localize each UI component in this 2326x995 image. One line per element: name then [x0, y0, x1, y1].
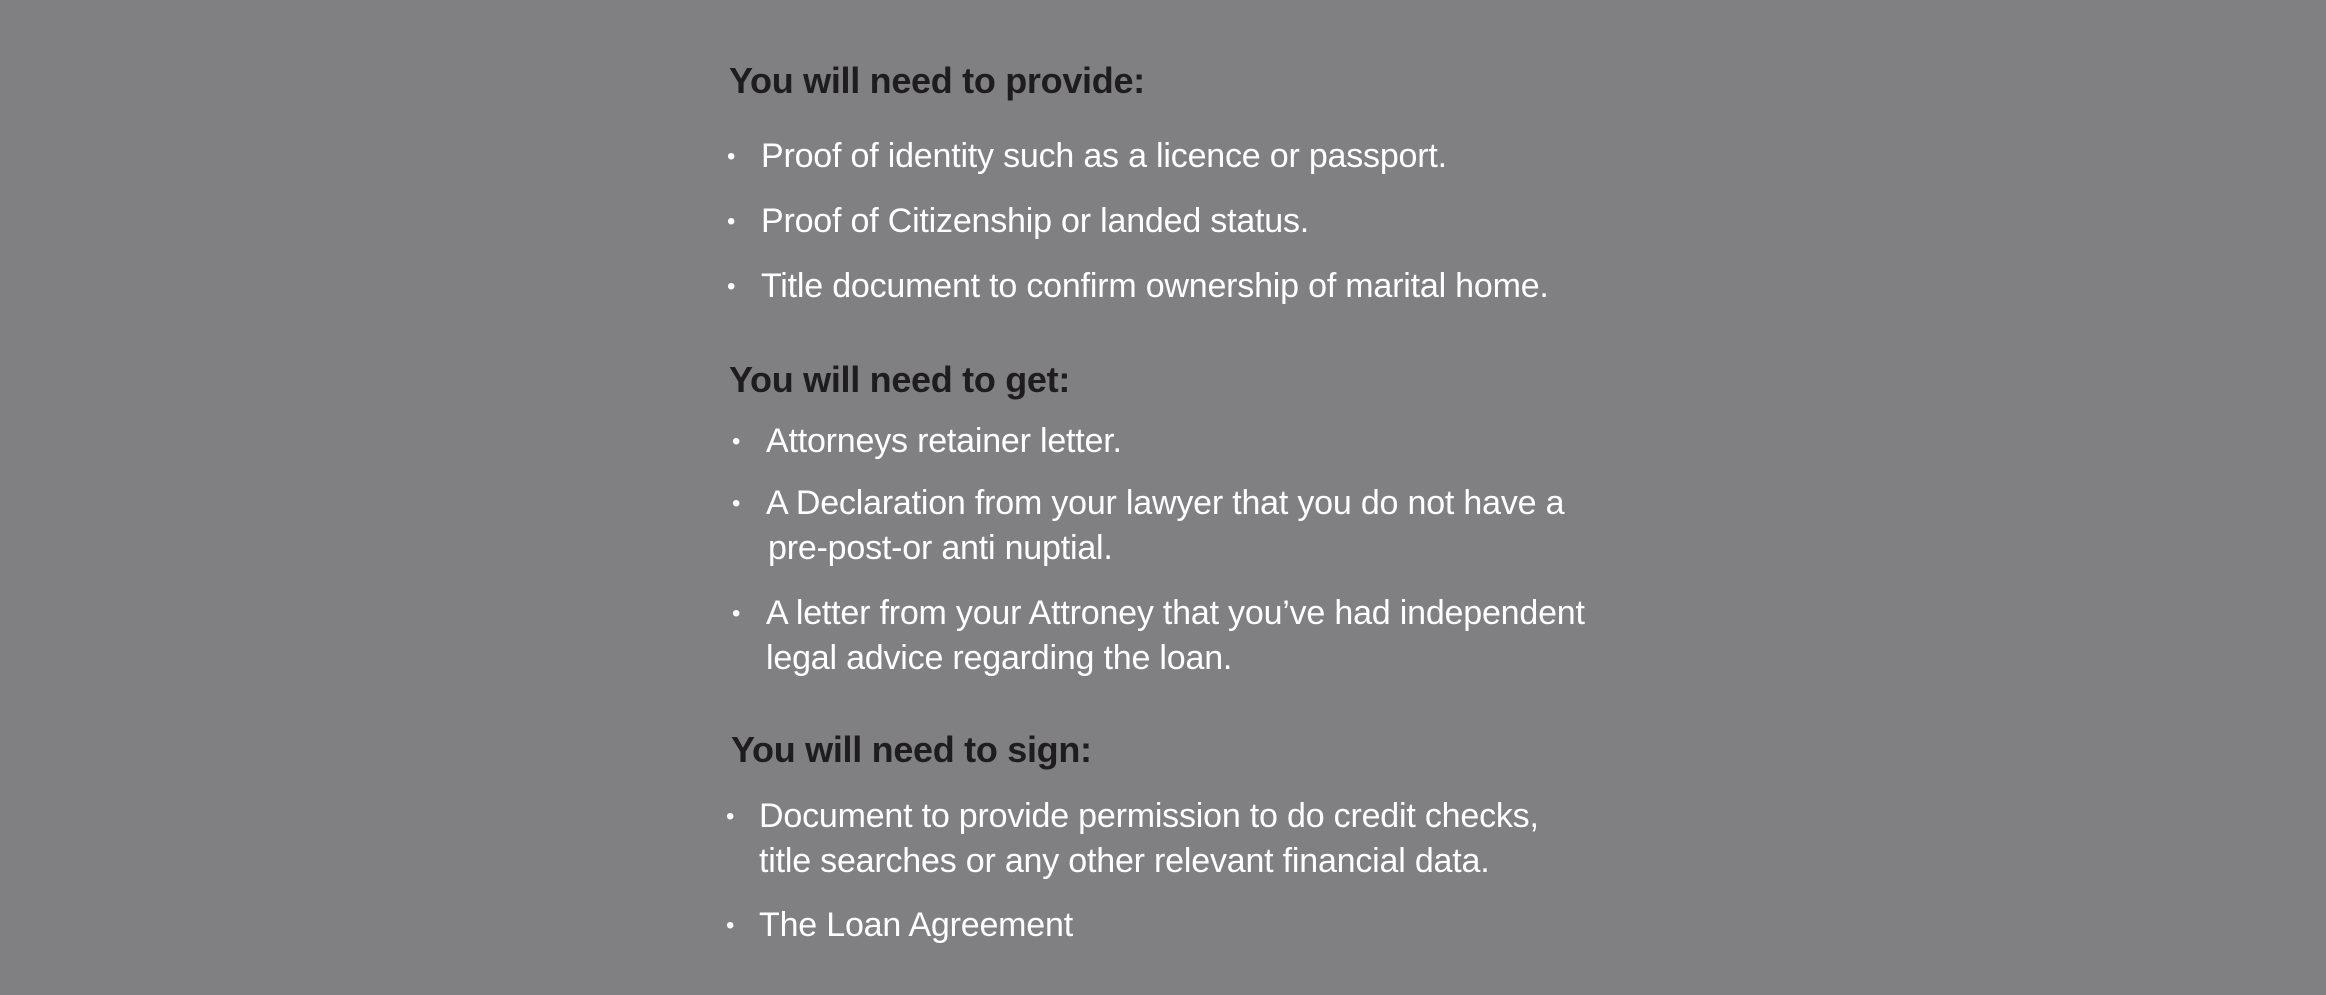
bullet-icon: •	[732, 600, 741, 627]
bullet-icon: •	[732, 428, 741, 455]
list-item-text: Document to provide permission to do credit checks, title searches or any other relevant financial data.	[759, 797, 1539, 880]
section-heading-get: You will need to get:	[729, 359, 1071, 400]
bullet-icon: •	[726, 803, 735, 830]
list-item-text: The Loan Agreement	[759, 906, 1073, 944]
list-item-text: A letter from your Attroney that you’ve had independent legal advice regarding the loan.	[766, 594, 1585, 677]
bullet-icon: •	[726, 912, 735, 939]
list-item-text: Proof of identity such as a licence or passport.	[761, 137, 1447, 175]
bullet-icon: •	[727, 208, 736, 235]
list-item-text: A Declaration from your lawyer that you do not have a pre-post-or anti nuptial.	[766, 484, 1565, 567]
section-heading-sign: You will need to sign:	[731, 729, 1092, 770]
bullet-icon: •	[727, 273, 736, 300]
list-item-text: Title document to confirm ownership of marital home.	[761, 267, 1549, 305]
section-heading-provide: You will need to provide:	[729, 60, 1145, 101]
list-item-text: Proof of Citizenship or landed status.	[761, 202, 1310, 240]
bullet-icon: •	[727, 143, 736, 170]
list-item-text: Attorneys retainer letter.	[766, 422, 1122, 460]
bullet-icon: •	[732, 490, 741, 517]
